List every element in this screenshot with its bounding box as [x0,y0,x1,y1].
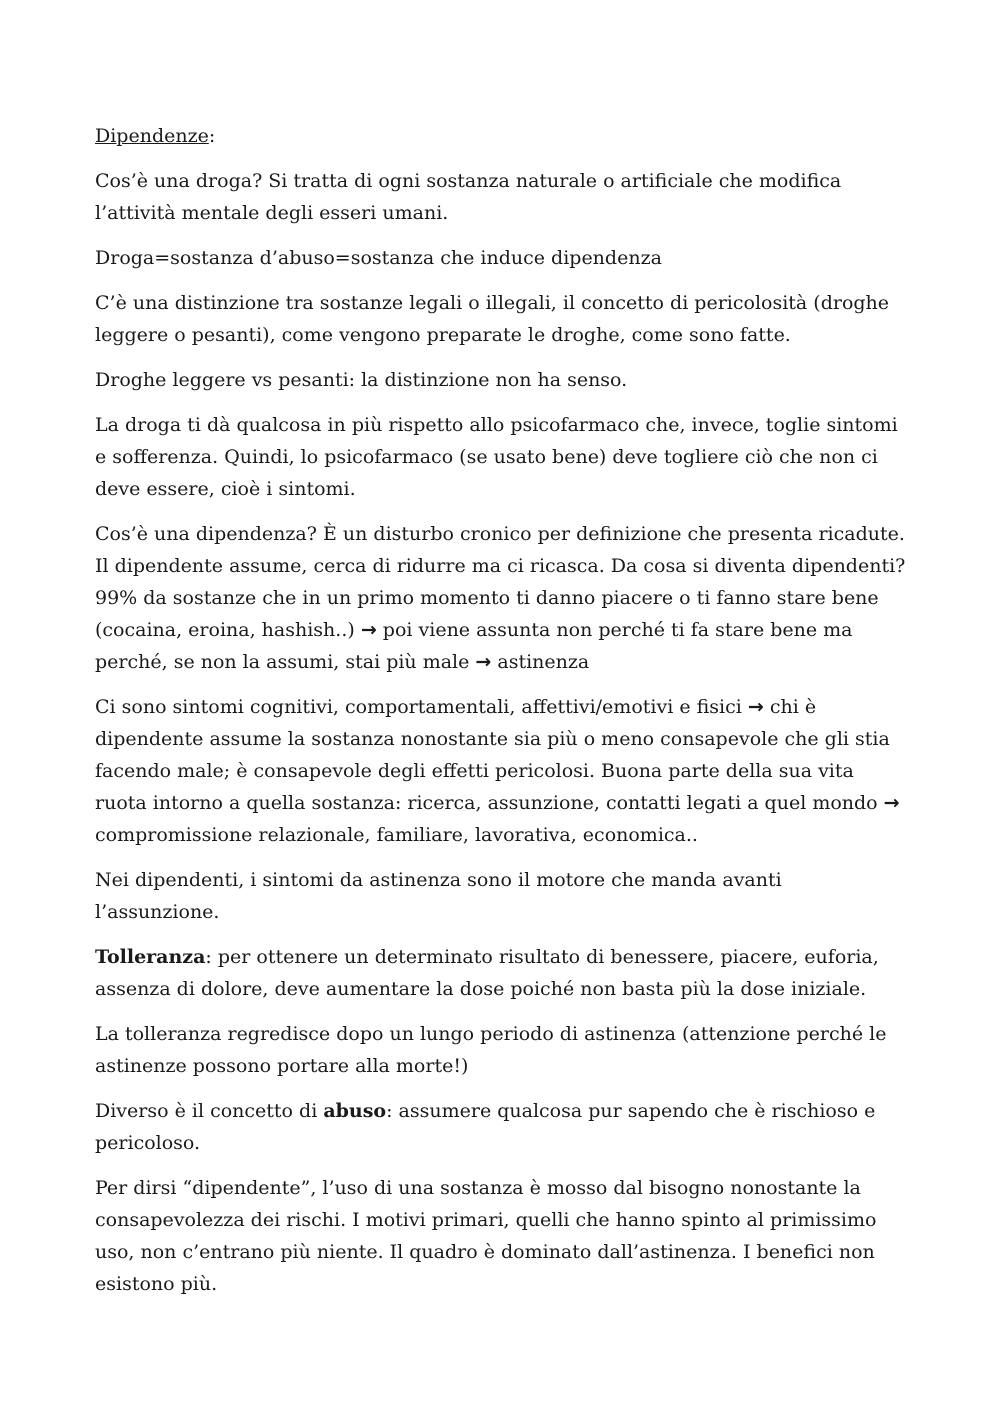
paragraph-drug-definition: Cos’è una droga? Si tratta di ogni sostanza naturale o artificiale che modifica l’attività mentale degli esseri umani. [95,170,842,224]
paragraph-light-vs-heavy: Droghe leggere vs pesanti: la distinzione non ha senso. [95,369,628,391]
term-abuse: abuso [323,1100,387,1122]
document-heading [95,120,910,152]
arrow-right-icon: → [883,792,900,814]
heading-colon: : [208,125,216,147]
addiction-text-part-3: astinenza [497,651,590,673]
symptoms-text-part-1: Ci sono sintomi cognitivi, comportamentali, affettivi/emotivi e fisici [95,696,742,718]
addiction-text-part-1: Cos’è una dipendenza? È un disturbo cronico per definizione che presenta ricadute. Il dipendente assume, cerca di ridurre ma ci ricasca. Da cosa si diventa dipendenti? 99% da sostanze che in un primo momento ti danno piacere o ti fanno stare bene (cocaina, eroina, hashish..) [95,523,906,641]
arrow-right-icon: → [747,696,764,718]
paragraph-addiction-definition [95,518,910,678]
paragraph-withdrawal: Nei dipendenti, i sintomi da astinenza sono il motore che manda avanti l’assunzione. [95,869,782,923]
paragraph-dependent: Per dirsi “dipendente”, l’uso di una sostanza è mosso dal bisogno nonostante la consapevolezza dei rischi. I motivi primari, quelli che hanno spinto al primissimo uso, non c’entrano più niente. Il quadro è dominato dall’astinenza. I benefici non esistono più. [95,1177,877,1295]
paragraph-symptoms [95,691,910,851]
addiction-text-part-2: poi viene assunta non perché ti fa stare bene ma perché, se non la assumi, stai più male [95,619,853,673]
paragraph-drug-equation: Droga=sostanza d’abuso=sostanza che induce dipendenza [95,247,662,269]
arrow-right-icon: → [475,651,492,673]
heading-title: Dipendenze [95,125,209,147]
paragraph-tolerance [95,941,910,1005]
tolerance-text: : per ottenere un determinato risultato di benessere, piacere, euforia, assenza di dolore, deve aumentare la dose poiché non basta più la dose iniziale. [95,946,879,1000]
document-body [95,120,910,1313]
abuse-text-after: : assumere qualcosa pur sapendo che è rischioso e pericoloso. [95,1100,876,1154]
arrow-right-icon: → [360,619,377,641]
paragraph-legal-distinction: C’è una distinzione tra sostanze legali o illegali, il concetto di pericolosità (droghe leggere o pesanti), come vengono preparate le droghe, come sono fatte. [95,292,890,346]
paragraph-tolerance-regression: La tolleranza regredisce dopo un lungo periodo di astinenza (attenzione perché le astinenze possono portare alla morte!) [95,1023,887,1077]
paragraph-abuse [95,1095,910,1159]
abuse-text-before: Diverso è il concetto di [95,1100,324,1122]
symptoms-text-part-2: chi è dipendente assume la sostanza nonostante sia più o meno consapevole che gli stia facendo male; è consapevole degli effetti pericolosi. Buona parte della sua vita ruota intorno a quella sostanza: ricerca, assunzione, contatti legati a quel mondo [95,696,890,814]
term-tolerance: Tolleranza [95,946,206,968]
symptoms-text-part-3: compromissione relazionale, familiare, lavorativa, economica.. [95,824,698,846]
paragraph-drug-vs-psychodrug: La droga ti dà qualcosa in più rispetto allo psicofarmaco che, invece, toglie sintomi e sofferenza. Quindi, lo psicofarmaco (se usato bene) deve togliere ciò che non ci deve essere, cioè i sintomi. [95,414,898,500]
